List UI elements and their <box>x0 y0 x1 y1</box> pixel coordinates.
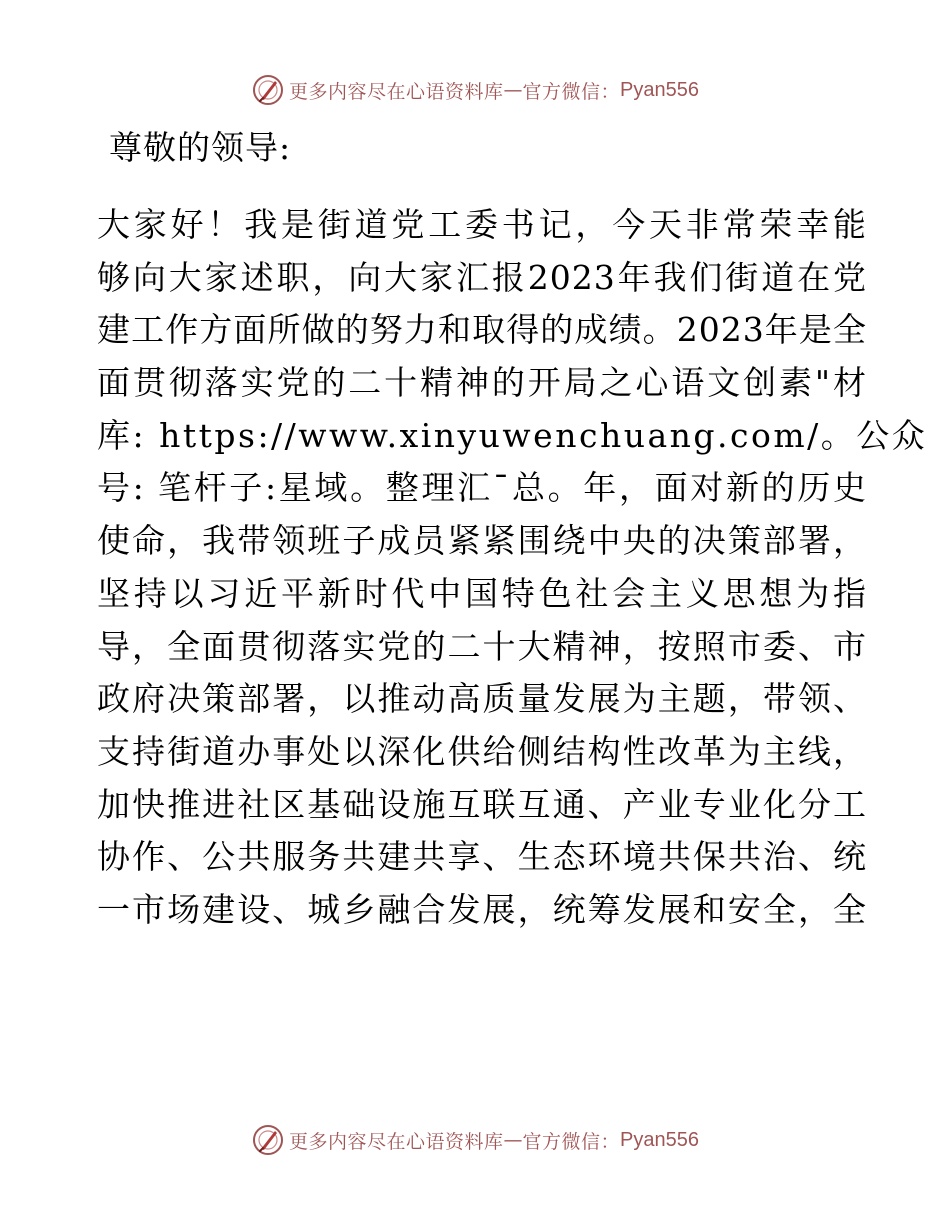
text-line: 号: 笔杆子:星域。整理汇¯总。年，面对新的历史 <box>97 468 867 508</box>
banner-contact: 官方微信： <box>522 1130 621 1153</box>
body-paragraph <box>97 199 928 937</box>
text-line: 库: https://www.xinyuwenchuang.com/。公众 <box>97 415 928 455</box>
salutation: 尊敬的领导: <box>109 128 292 167</box>
text-line: 协作、公共服务共建共享、生态环境共保共治、统 <box>97 837 867 877</box>
text-line: 大家好！我是街道党工委书记，今天非常荣幸能 <box>97 205 867 244</box>
text-line: 政府决策部署，以推动高质量发展为主题，带领、 <box>97 679 867 719</box>
quill-pen-logo-icon <box>251 1123 285 1157</box>
banner-contact: 官方微信： <box>522 80 621 103</box>
footer-banner <box>0 1120 950 1160</box>
banner-account: Pyan556 <box>620 78 699 101</box>
text-line: 坚持以习近平新时代中国特色社会主义思想为指 <box>97 573 867 613</box>
text-line: 加快推进社区基础设施互联互通、产业专业化分工 <box>97 784 867 824</box>
header-banner <box>0 70 950 110</box>
document-body <box>97 120 928 937</box>
banner-separator: — <box>503 1129 523 1151</box>
text-line: 支持街道办事处以深化供给侧结构性改革为主线， <box>97 731 867 771</box>
banner-text: 更多内容尽在心语资料库 <box>289 80 504 103</box>
text-line: 面贯彻落实党的二十精神的开局之心语文创素"材 <box>97 363 867 403</box>
banner-text: 更多内容尽在心语资料库 <box>289 1130 504 1153</box>
text-line: 导，全面贯彻落实党的二十大精神，按照市委、市 <box>97 626 867 666</box>
text-line: 够向大家述职，向大家汇报2023年我们街道在党 <box>97 257 867 297</box>
text-line: 一市场建设、城乡融合发展，统筹发展和安全，全 <box>97 889 867 929</box>
banner-account: Pyan556 <box>620 1128 699 1151</box>
quill-pen-logo-icon <box>251 73 285 107</box>
banner-separator: — <box>503 79 523 101</box>
text-line: 建工作方面所做的努力和取得的成绩。2023年是全 <box>97 310 867 350</box>
text-line: 使命，我带领班子成员紧紧围绕中央的决策部署， <box>97 521 867 561</box>
